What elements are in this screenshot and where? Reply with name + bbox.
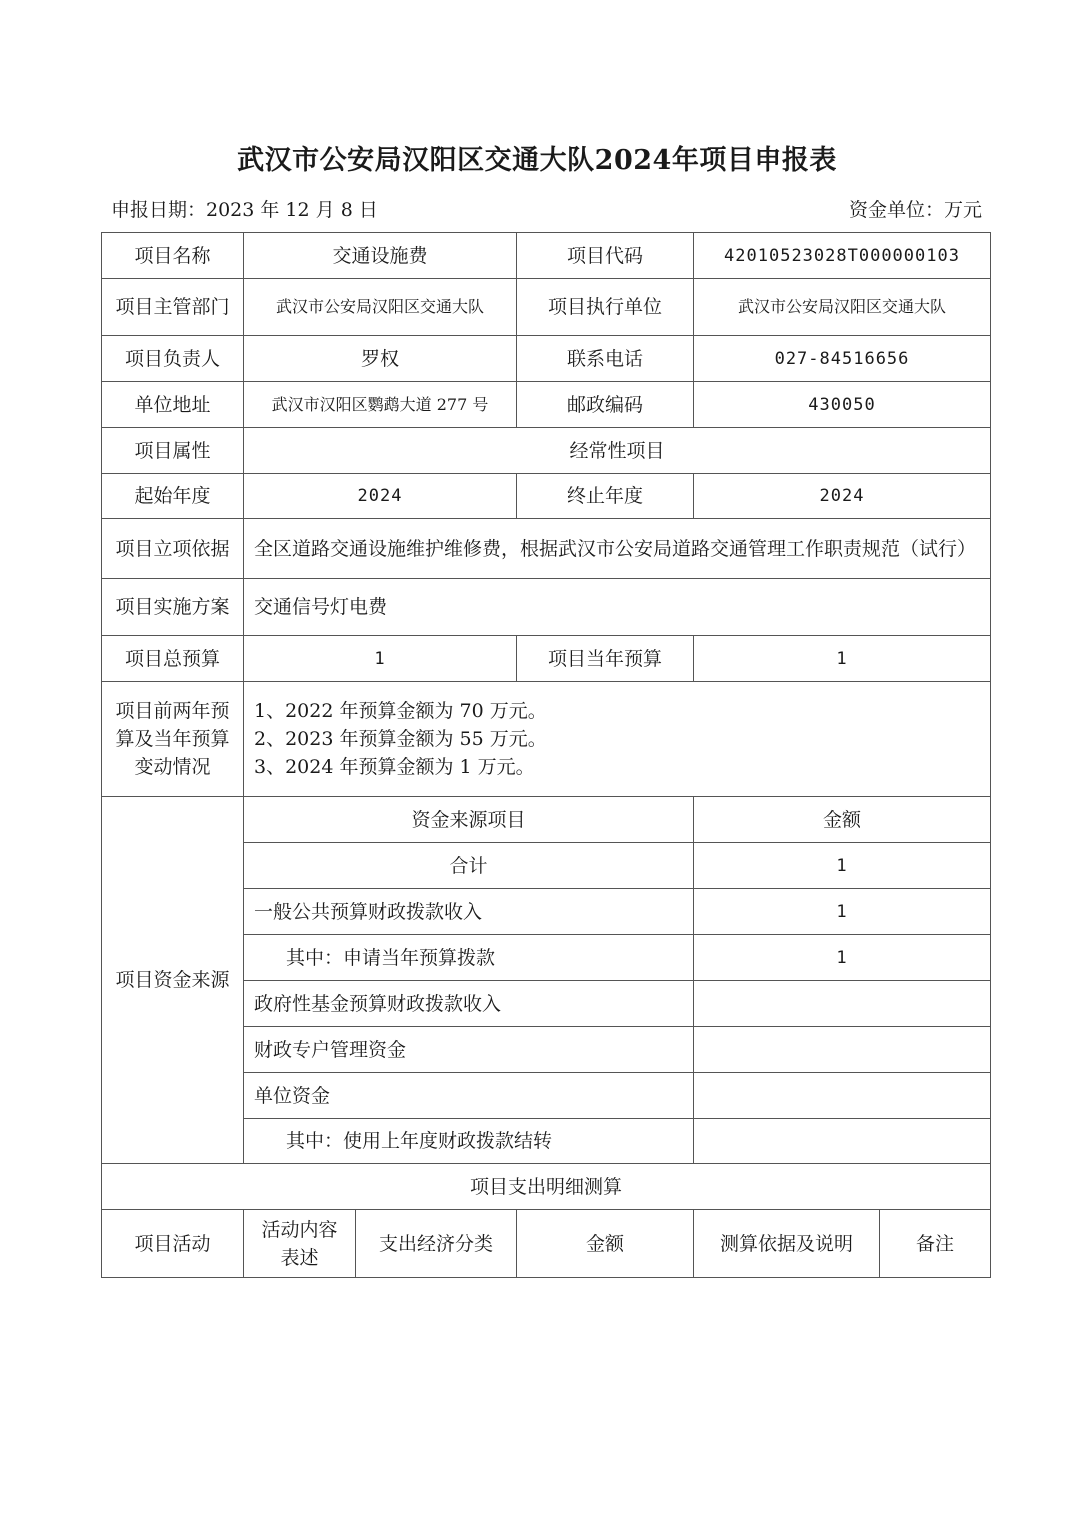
funding-row-amount bbox=[693, 1072, 991, 1119]
funding-header-item: 资金来源项目 bbox=[243, 796, 694, 843]
document-title: 武汉市公安局汉阳区交通大队2024年项目申报表 bbox=[237, 145, 837, 176]
postcode-label: 邮政编码 bbox=[516, 381, 694, 428]
funding-row-amount: 1 bbox=[693, 934, 991, 981]
end-year-value: 2024 bbox=[693, 473, 991, 519]
exec-unit-label: 项目执行单位 bbox=[516, 278, 694, 336]
exec-unit-value: 武汉市公安局汉阳区交通大队 bbox=[693, 278, 991, 336]
expense-col-header: 活动内容表述 bbox=[243, 1209, 356, 1278]
total-budget-value: 1 bbox=[243, 635, 517, 682]
funding-row-item: 其中：使用上年度财政拨款结转 bbox=[243, 1118, 694, 1164]
project-code-value: 42010523028T000000103 bbox=[693, 232, 991, 279]
funding-row-amount bbox=[693, 1118, 991, 1164]
funding-section-label: 项目资金来源 bbox=[101, 796, 244, 1164]
report-date: 申报日期：2023 年 12 月 8 日 bbox=[111, 199, 378, 221]
expense-col-header: 测算依据及说明 bbox=[693, 1209, 880, 1278]
basis-label: 项目立项依据 bbox=[101, 518, 244, 579]
dept-value: 武汉市公安局汉阳区交通大队 bbox=[243, 278, 517, 336]
funding-row-amount: 1 bbox=[693, 842, 991, 889]
funding-row-item: 政府性基金预算财政拨款收入 bbox=[243, 980, 694, 1027]
funding-row-item: 一般公共预算财政拨款收入 bbox=[243, 888, 694, 935]
plan-label: 项目实施方案 bbox=[101, 578, 244, 636]
total-budget-label: 项目总预算 bbox=[101, 635, 244, 682]
phone-value: 027-84516656 bbox=[693, 335, 991, 382]
funding-header-amount: 金额 bbox=[693, 796, 991, 843]
history-label: 项目前两年预算及当年预算变动情况 bbox=[101, 681, 244, 797]
year-budget-value: 1 bbox=[693, 635, 991, 682]
address-label: 单位地址 bbox=[101, 381, 244, 428]
year-budget-label: 项目当年预算 bbox=[516, 635, 694, 682]
attribute-label: 项目属性 bbox=[101, 427, 244, 474]
funding-row-item: 单位资金 bbox=[243, 1072, 694, 1119]
phone-label: 联系电话 bbox=[516, 335, 694, 382]
address-value: 武汉市汉阳区鹦鹉大道 277 号 bbox=[243, 381, 517, 428]
history-value bbox=[243, 681, 991, 797]
basis-value: 全区道路交通设施维护维修费，根据武汉市公安局道路交通管理工作职责规范（试行） bbox=[243, 518, 991, 579]
history-line: 2、2023 年预算金额为 55 万元。 bbox=[254, 728, 547, 750]
funding-row-amount bbox=[693, 1026, 991, 1073]
project-code-label: 项目代码 bbox=[516, 232, 694, 279]
start-year-label: 起始年度 bbox=[101, 473, 244, 519]
plan-value: 交通信号灯电费 bbox=[243, 578, 991, 636]
project-name-label: 项目名称 bbox=[101, 232, 244, 279]
history-line: 1、2022 年预算金额为 70 万元。 bbox=[254, 700, 547, 722]
postcode-value: 430050 bbox=[693, 381, 991, 428]
funding-row-amount bbox=[693, 980, 991, 1027]
funding-row-item: 合计 bbox=[243, 842, 694, 889]
expense-col-header: 支出经济分类 bbox=[355, 1209, 517, 1278]
start-year-value: 2024 bbox=[243, 473, 517, 519]
leader-value: 罗权 bbox=[243, 335, 517, 382]
expense-section-label: 项目支出明细测算 bbox=[101, 1163, 991, 1210]
funding-row-item: 其中：申请当年预算拨款 bbox=[243, 934, 694, 981]
dept-label: 项目主管部门 bbox=[101, 278, 244, 336]
project-name-value: 交通设施费 bbox=[243, 232, 517, 279]
attribute-value: 经常性项目 bbox=[243, 427, 991, 474]
expense-col-header: 金额 bbox=[516, 1209, 694, 1278]
leader-label: 项目负责人 bbox=[101, 335, 244, 382]
end-year-label: 终止年度 bbox=[516, 473, 694, 519]
history-line: 3、2024 年预算金额为 1 万元。 bbox=[254, 756, 535, 778]
expense-col-header: 备注 bbox=[879, 1209, 991, 1278]
expense-col-header: 项目活动 bbox=[101, 1209, 244, 1278]
fund-unit: 资金单位：万元 bbox=[848, 199, 982, 221]
funding-row-item: 财政专户管理资金 bbox=[243, 1026, 694, 1073]
funding-row-amount: 1 bbox=[693, 888, 991, 935]
